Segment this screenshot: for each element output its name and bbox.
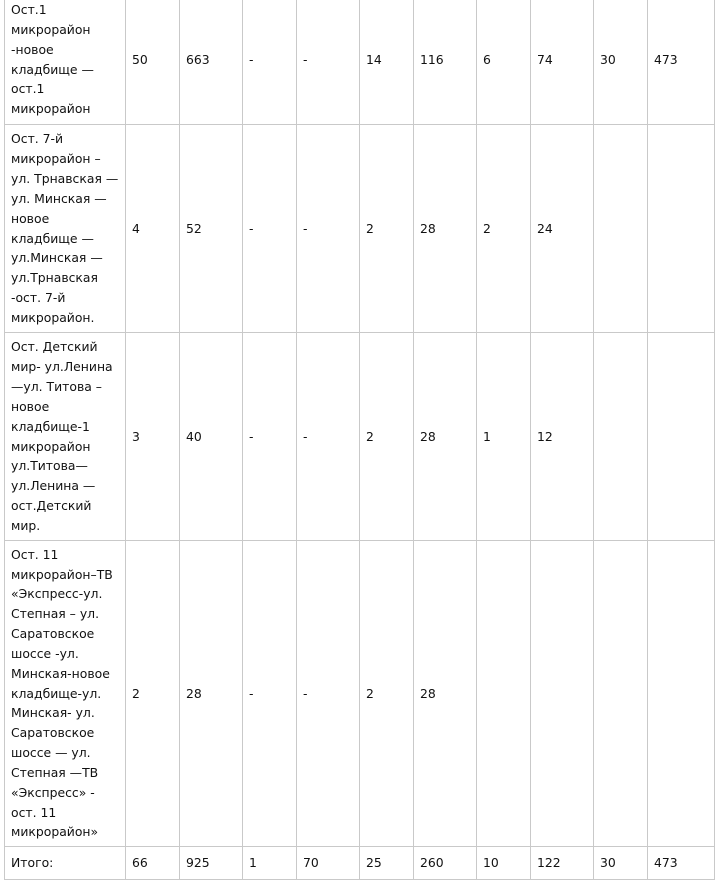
value-cell: 116 — [414, 0, 477, 125]
table-row — [5, 0, 715, 125]
route-cell: Ост.1 микрорайон -новое кладбище —ост.1 микрорайон — [5, 0, 126, 125]
value-cell: 40 — [180, 333, 243, 541]
value-cell: 473 — [648, 0, 715, 125]
value-cell: - — [243, 541, 297, 847]
route-cell: Ост. Детский мир- ул.Ленина—ул. Титова –новое кладбище-1 микрорайон ул.Титова— ул.Ленина —ост.Детский мир. — [5, 333, 126, 541]
value-cell: - — [297, 0, 360, 125]
value-cell: 2 — [360, 541, 414, 847]
value-cell: 2 — [360, 125, 414, 333]
route-cell: Ост. 7-й микрорайон – ул. Трнавская —ул. Минская —новое кладбище —ул.Минская —ул.Трнавская -ост. 7-й микрорайон. — [5, 125, 126, 333]
value-cell: 52 — [180, 125, 243, 333]
value-cell: 50 — [126, 0, 180, 125]
total-value-cell: 66 — [126, 847, 180, 880]
value-cell — [594, 541, 648, 847]
value-cell: 28 — [414, 125, 477, 333]
value-cell: - — [297, 333, 360, 541]
total-value-cell: 1 — [243, 847, 297, 880]
value-cell: - — [297, 541, 360, 847]
value-cell — [531, 541, 594, 847]
total-value-cell: 260 — [414, 847, 477, 880]
value-cell: 2 — [477, 125, 531, 333]
value-cell: 24 — [531, 125, 594, 333]
value-cell: 6 — [477, 0, 531, 125]
value-cell — [594, 125, 648, 333]
value-cell: 14 — [360, 0, 414, 125]
total-value-cell: 25 — [360, 847, 414, 880]
value-cell — [648, 333, 715, 541]
value-cell: 12 — [531, 333, 594, 541]
value-cell: - — [243, 125, 297, 333]
route-cell: Ост. 11 микрорайон–ТВ «Экспресс-ул. Степная – ул. Саратовское шоссе -ул. Минская-новое кладбище-ул. Минская- ул. Саратовское шоссе — ул. Степная —ТВ «Экспресс» - ост. 11 микрорайон» — [5, 541, 126, 847]
route-statistics-table — [4, 0, 715, 880]
value-cell: 28 — [180, 541, 243, 847]
value-cell: 30 — [594, 0, 648, 125]
value-cell: 1 — [477, 333, 531, 541]
value-cell: - — [243, 333, 297, 541]
total-label: Итого: — [5, 847, 126, 880]
value-cell — [648, 541, 715, 847]
value-cell — [594, 333, 648, 541]
value-cell: 2 — [126, 541, 180, 847]
value-cell: - — [243, 0, 297, 125]
table-row — [5, 541, 715, 847]
value-cell: 663 — [180, 0, 243, 125]
value-cell: 28 — [414, 333, 477, 541]
total-value-cell: 10 — [477, 847, 531, 880]
total-value-cell: 30 — [594, 847, 648, 880]
total-value-cell: 70 — [297, 847, 360, 880]
total-value-cell: 122 — [531, 847, 594, 880]
total-value-cell: 925 — [180, 847, 243, 880]
table-row — [5, 333, 715, 541]
value-cell — [477, 541, 531, 847]
total-value-cell: 473 — [648, 847, 715, 880]
value-cell: 74 — [531, 0, 594, 125]
value-cell: 2 — [360, 333, 414, 541]
table-row — [5, 125, 715, 333]
value-cell: - — [297, 125, 360, 333]
total-row — [5, 847, 715, 880]
value-cell: 28 — [414, 541, 477, 847]
value-cell: 3 — [126, 333, 180, 541]
value-cell — [648, 125, 715, 333]
value-cell: 4 — [126, 125, 180, 333]
